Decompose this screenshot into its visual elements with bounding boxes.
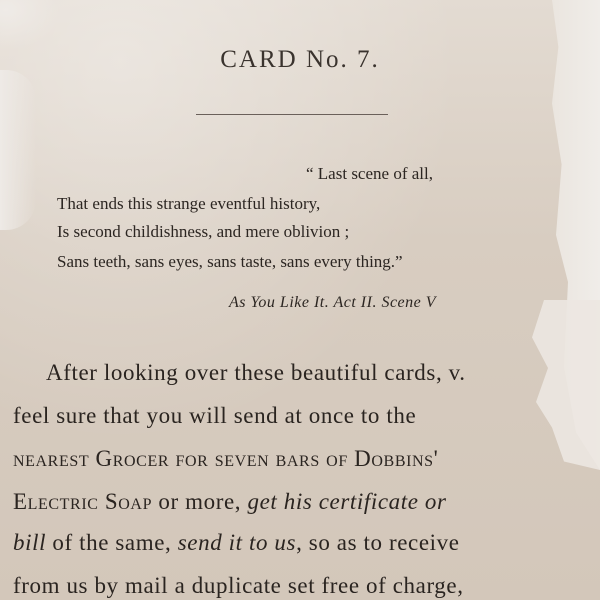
quote-citation: As You Like It. Act II. Scene V	[229, 294, 437, 311]
body-italic: bill	[13, 530, 47, 555]
quote-line: “ Last scene of all,	[306, 164, 433, 183]
quote-line: Is second childishness, and mere oblivion ;	[57, 222, 350, 241]
quote-line: Sans teeth, sans eyes, sans taste, sans every thing.”	[57, 252, 403, 271]
body-text: , so as to receive	[296, 530, 460, 555]
paper-wear	[0, 70, 36, 230]
quote-line: That ends this strange eventful history,	[57, 194, 321, 213]
body-line: After looking over these beautiful cards, v.	[46, 360, 466, 385]
body-line	[13, 530, 460, 556]
brand-name: Electric Soap	[13, 489, 153, 514]
body-italic: send it to us	[177, 530, 297, 555]
body-line	[13, 446, 438, 472]
body-text: of the same,	[46, 530, 178, 555]
title-divider	[196, 114, 388, 115]
body-italic: get his certificate or	[247, 489, 447, 514]
paper-tear	[520, 300, 600, 470]
body-line: from us by mail a duplicate set free of charge,	[13, 573, 464, 598]
body-line	[13, 489, 447, 515]
body-line: feel sure that you will send at once to the	[13, 403, 417, 428]
paper-wear	[0, 0, 60, 50]
body-text: or more,	[152, 489, 248, 514]
body-text: nearest Grocer for seven bars of Dobbins'	[13, 446, 439, 471]
card-title: CARD No. 7.	[220, 46, 380, 73]
